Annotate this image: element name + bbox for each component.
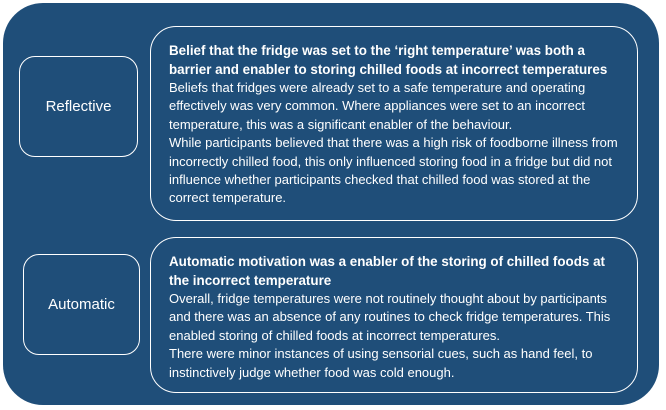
automatic-label: Automatic: [48, 296, 115, 313]
automatic-label-box: [23, 254, 140, 355]
reflective-label: Reflective: [45, 98, 112, 115]
reflective-paragraph-1: Beliefs that fridges were already set to a safe temperature and operating effectively was very common. Where appliances were set to an incorrect temperature, this was a significant enabler of the behaviour.: [169, 80, 586, 132]
diagram-panel: [3, 3, 659, 405]
automatic-heading: Automatic motivation was a enabler of the storing of chilled foods at the incorrect temperature: [169, 254, 605, 288]
reflective-label-box: [19, 56, 138, 157]
automatic-content-box: [150, 237, 638, 393]
automatic-paragraph-2: There were minor instances of using sensorial cues, such as hand feel, to instinctively judge whether food was cold enough.: [169, 346, 593, 380]
reflective-content-box: [150, 26, 638, 221]
reflective-heading: Belief that the fridge was set to the ‘right temperature’ was both a barrier and enabler to storing chilled foods at incorrect temperatures: [169, 43, 608, 77]
reflective-paragraph-2: While participants believed that there was a high risk of foodborne illness from incorrectly chilled food, this only influenced storing food in a fridge but did not influence whether participants checked that chilled food was stored at the correct temperature.: [169, 135, 618, 206]
automatic-paragraph-1: Overall, fridge temperatures were not routinely thought about by participants and there was an absence of any routines to check fridge temperatures. This enabled storing of chilled foods at incorrect temperatures.: [169, 291, 611, 343]
